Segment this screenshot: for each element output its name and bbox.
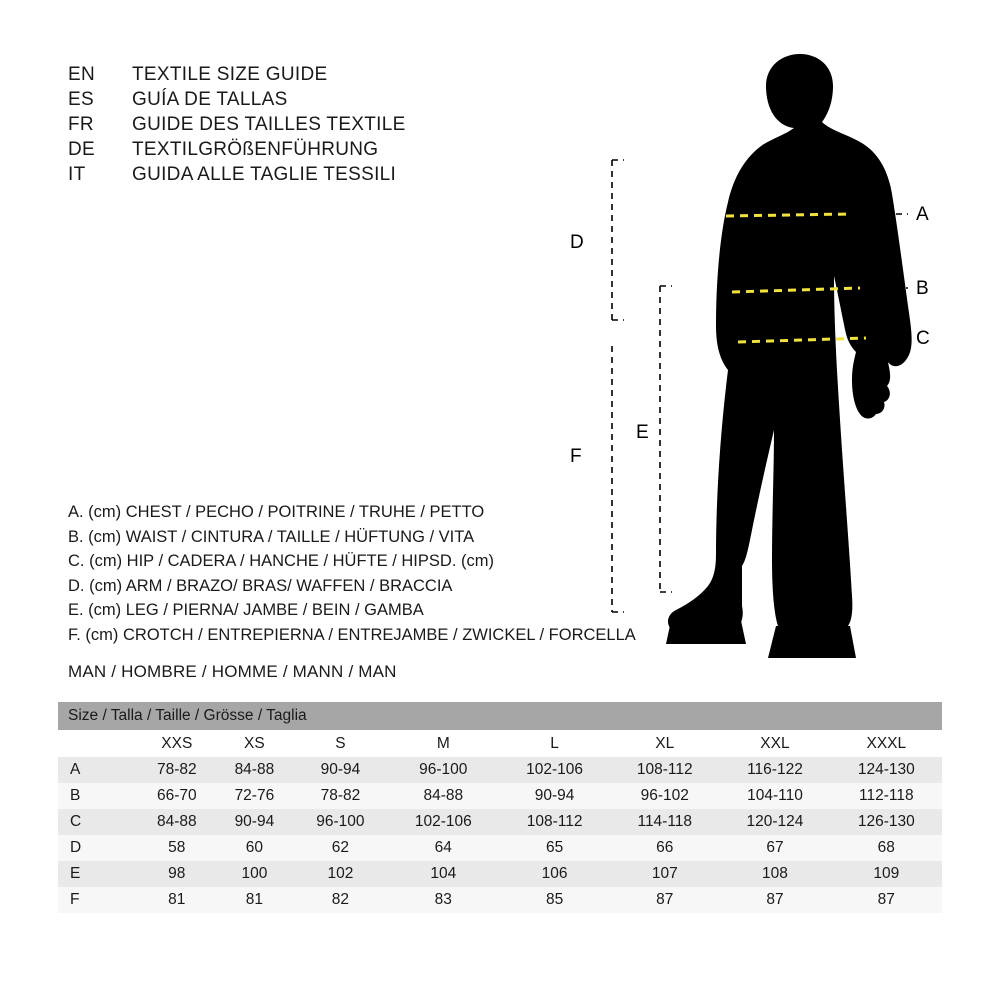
gender-label: MAN / HOMBRE / HOMME / MANN / MAN bbox=[68, 662, 397, 681]
table-cell: 108-112 bbox=[610, 757, 719, 783]
marker-label-E: E bbox=[636, 422, 649, 443]
table-cell: 87 bbox=[610, 887, 719, 913]
language-title-list bbox=[68, 62, 588, 187]
male-silhouette bbox=[666, 54, 912, 658]
language-code: ES bbox=[68, 89, 94, 110]
table-cell: 81 bbox=[216, 887, 294, 913]
table-cell: 114-118 bbox=[610, 809, 719, 835]
row-label: F bbox=[58, 887, 138, 913]
marker-label-B: B bbox=[916, 278, 929, 299]
table-cell: 124-130 bbox=[831, 757, 942, 783]
table-cell: 96-100 bbox=[293, 809, 387, 835]
row-label: D bbox=[58, 835, 138, 861]
table-cell: 81 bbox=[138, 887, 216, 913]
table-size-row bbox=[58, 730, 942, 757]
marker-label-F: F bbox=[570, 446, 582, 467]
size-header: XXL bbox=[719, 730, 830, 757]
table-cell: 96-102 bbox=[610, 783, 719, 809]
table-cell: 84-88 bbox=[388, 783, 499, 809]
row-label: E bbox=[58, 861, 138, 887]
language-row bbox=[68, 137, 588, 162]
table-row bbox=[58, 861, 942, 887]
language-code: FR bbox=[68, 114, 94, 135]
legend-line: B. (cm) WAIST / CINTURA / TAILLE / HÜFTUNG / VITA bbox=[68, 527, 475, 546]
language-title: GUIDE DES TAILLES TEXTILE bbox=[132, 114, 406, 135]
table-cell: 108 bbox=[719, 861, 830, 887]
table-cell: 87 bbox=[831, 887, 942, 913]
language-title: TEXTILE SIZE GUIDE bbox=[132, 64, 328, 85]
language-row bbox=[68, 162, 588, 187]
legend-line: D. (cm) ARM / BRAZO/ BRAS/ WAFFEN / BRACCIA bbox=[68, 576, 453, 595]
table-cell: 58 bbox=[138, 835, 216, 861]
table-row bbox=[58, 835, 942, 861]
table-cell: 90-94 bbox=[499, 783, 610, 809]
table-cell: 98 bbox=[138, 861, 216, 887]
chest-line bbox=[726, 214, 850, 216]
marker-label-A: A bbox=[916, 204, 929, 225]
size-header: XS bbox=[216, 730, 294, 757]
size-header: XL bbox=[610, 730, 719, 757]
table-cell: 102 bbox=[293, 861, 387, 887]
table-cell: 68 bbox=[831, 835, 942, 861]
table-cell: 84-88 bbox=[216, 757, 294, 783]
language-title: GUIDA ALLE TAGLIE TESSILI bbox=[132, 164, 397, 185]
table-cell: 90-94 bbox=[216, 809, 294, 835]
table-cell: 85 bbox=[499, 887, 610, 913]
table-row bbox=[58, 757, 942, 783]
empty-corner bbox=[58, 730, 138, 757]
row-label: A bbox=[58, 757, 138, 783]
table-cell: 78-82 bbox=[293, 783, 387, 809]
table-header-label: Size / Talla / Taille / Grösse / Taglia bbox=[58, 702, 942, 730]
marker-label-C: C bbox=[916, 328, 930, 349]
legend-line: A. (cm) CHEST / PECHO / POITRINE / TRUHE / PETTO bbox=[68, 503, 485, 521]
table-cell: 82 bbox=[293, 887, 387, 913]
table-cell: 116-122 bbox=[719, 757, 830, 783]
table-cell: 62 bbox=[293, 835, 387, 861]
table-cell: 65 bbox=[499, 835, 610, 861]
size-header: S bbox=[293, 730, 387, 757]
table-cell: 87 bbox=[719, 887, 830, 913]
language-row bbox=[68, 112, 588, 137]
table-cell: 60 bbox=[216, 835, 294, 861]
table-cell: 126-130 bbox=[831, 809, 942, 835]
table-cell: 108-112 bbox=[499, 809, 610, 835]
language-title: TEXTILGRÖßENFÜHRUNG bbox=[132, 139, 379, 160]
table-cell: 78-82 bbox=[138, 757, 216, 783]
language-code: IT bbox=[68, 164, 86, 185]
measurement-legend bbox=[68, 500, 688, 647]
table-cell: 66-70 bbox=[138, 783, 216, 809]
legend-line: F. (cm) CROTCH / ENTREPIERNA / ENTREJAMBE / ZWICKEL / FORCELLA bbox=[68, 625, 636, 644]
table-cell: 104-110 bbox=[719, 783, 830, 809]
table-cell: 104 bbox=[388, 861, 499, 887]
table-row bbox=[58, 809, 942, 835]
size-header: XXXL bbox=[831, 730, 942, 757]
table-cell: 64 bbox=[388, 835, 499, 861]
legend-line: C. (cm) HIP / CADERA / HANCHE / HÜFTE / HIPSD. (cm) bbox=[68, 552, 494, 570]
table-cell: 67 bbox=[719, 835, 830, 861]
language-code: EN bbox=[68, 64, 95, 85]
table-cell: 72-76 bbox=[216, 783, 294, 809]
row-label: B bbox=[58, 783, 138, 809]
language-row bbox=[68, 87, 588, 112]
table-cell: 120-124 bbox=[719, 809, 830, 835]
marker-label-D: D bbox=[570, 232, 584, 253]
size-header: L bbox=[499, 730, 610, 757]
table-cell: 107 bbox=[610, 861, 719, 887]
table-cell: 100 bbox=[216, 861, 294, 887]
table-cell: 66 bbox=[610, 835, 719, 861]
legend-line: E. (cm) LEG / PIERNA/ JAMBE / BEIN / GAMBA bbox=[68, 601, 424, 619]
table-row bbox=[58, 887, 942, 913]
row-label: C bbox=[58, 809, 138, 835]
table-header-row bbox=[58, 702, 942, 730]
table-cell: 90-94 bbox=[293, 757, 387, 783]
bracket-D bbox=[612, 160, 624, 320]
language-title: GUÍA DE TALLAS bbox=[132, 89, 288, 110]
table-row bbox=[58, 783, 942, 809]
language-row bbox=[68, 62, 588, 87]
table-cell: 102-106 bbox=[388, 809, 499, 835]
table-cell: 112-118 bbox=[831, 783, 942, 809]
table-cell: 102-106 bbox=[499, 757, 610, 783]
size-table bbox=[58, 702, 942, 913]
table-cell: 83 bbox=[388, 887, 499, 913]
table-cell: 109 bbox=[831, 861, 942, 887]
language-code: DE bbox=[68, 139, 95, 160]
table-cell: 84-88 bbox=[138, 809, 216, 835]
size-header: XXS bbox=[138, 730, 216, 757]
table-cell: 96-100 bbox=[388, 757, 499, 783]
table-cell: 106 bbox=[499, 861, 610, 887]
size-header: M bbox=[388, 730, 499, 757]
